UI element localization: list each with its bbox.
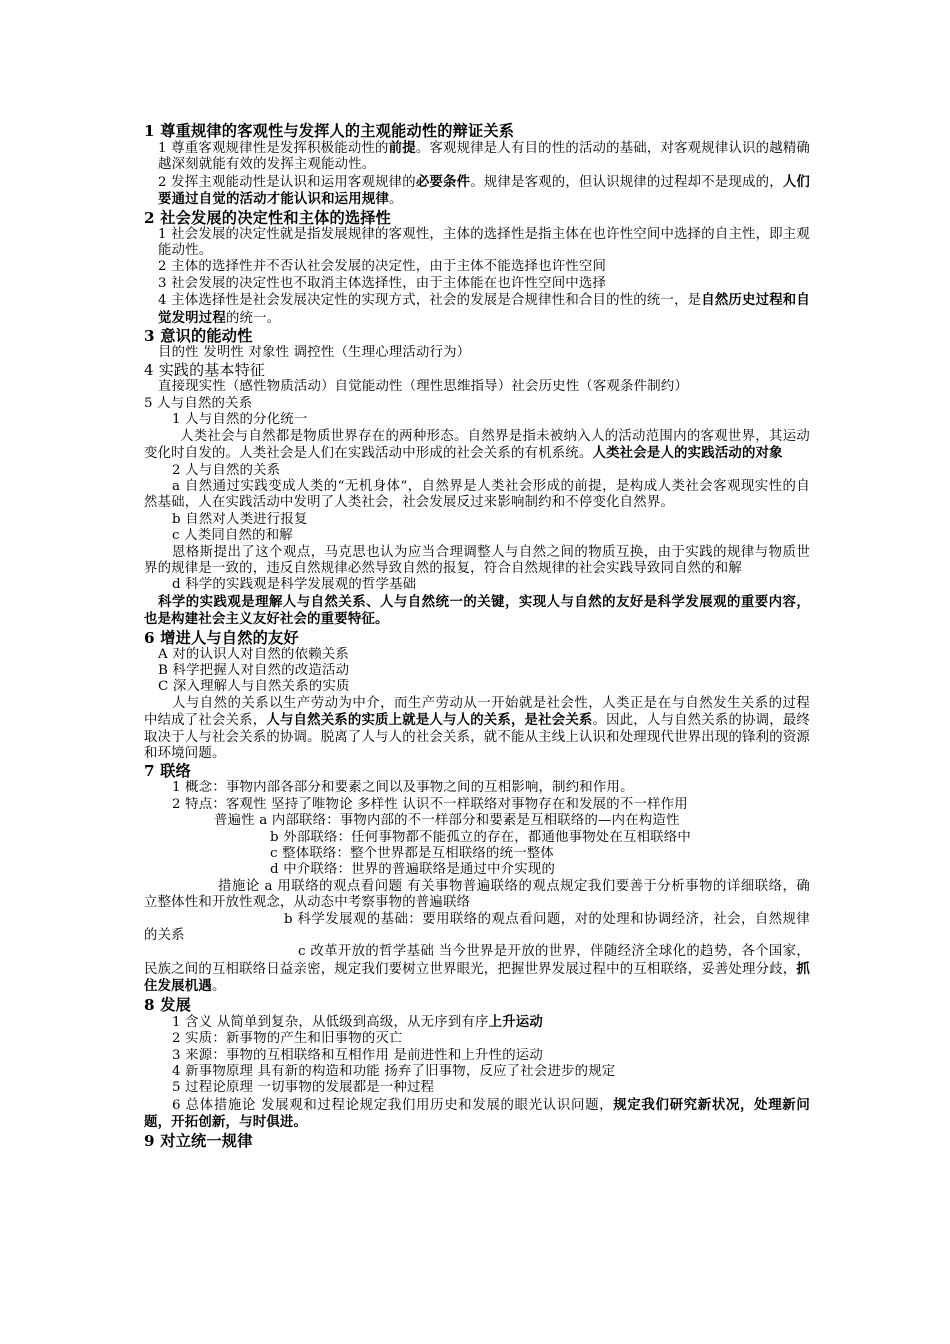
bold-text: 必要条件 <box>415 173 471 190</box>
text-line <box>144 862 810 878</box>
text-line <box>144 1064 810 1080</box>
text-run: 人类社会与自然都是物质世界存在的两种形态。自然界是指未被纳入人的活动范围内的客观世界，其运动变化时自发的。人类社会是人们在实践活动中形成的社会关系的有机系统。 <box>144 428 810 462</box>
text-run: b 自然对人类进行报复 <box>172 511 308 527</box>
text-line <box>144 379 810 395</box>
text-run: C 深入理解人与自然关系的实质 <box>158 679 350 695</box>
text-run: a 自然通过实践变成人类的“无机身体”，自然界是人类社会形成的前提，是构成人类社会客观现实性的自然基础，人在实践活动中发明了人类社会，社会发展反过来影响制约和不停变化自然界。 <box>144 478 810 511</box>
text-run: 。 <box>389 192 403 208</box>
text-line <box>144 259 810 275</box>
bold-text: 抓住发展机遇 <box>144 960 810 995</box>
text-line <box>144 846 810 862</box>
text-run: 人与自然的关系以生产劳动为中介，而生产劳动从一开始就是社会性，人类正是在与自然发生关系的过程中结成了社会关系， <box>144 695 810 729</box>
text-line <box>144 512 810 528</box>
text-run: 目的性 发明性 对象性 调控性（生理心理活动行为） <box>158 345 471 361</box>
section-heading <box>144 762 810 780</box>
section-heading <box>144 1132 810 1150</box>
bold-text: 人与自然关系的实质上就是人与人的关系，是社会关系 <box>266 712 593 729</box>
text-run: 1 概念：事物内部各部分和要素之间以及事物之间的互相影响，制约和作用。 <box>172 780 634 796</box>
section-heading <box>144 361 810 379</box>
section-heading <box>144 209 810 227</box>
bold-text: 人类社会是人的实践活动的对象 <box>592 445 783 462</box>
text-line <box>144 292 810 327</box>
text-run: 。 <box>211 979 226 995</box>
text-run: 1 尊重客观规律性是发挥积极能动性的 <box>158 141 389 156</box>
bold-text: 1 尊重规律的客观性与发挥人的主观能动性的辩证关系 <box>144 122 515 140</box>
text-line <box>144 663 810 679</box>
text-run: 3 来源：事物的互相联络和互相作用 是前进性和上升性的运动 <box>172 1047 543 1063</box>
text-line <box>144 944 810 995</box>
text-run: 。因此，人与自然关系的协调，最终取决于人与社会关系的协调。脱离了人与人的社会关系，就不能从主线上认识和处理现代世界出现的锋利的资源和环境问题。 <box>144 713 810 761</box>
text-run: 5 人与自然的关系 <box>144 395 253 411</box>
text-run: 2 主体的选择性并不否认社会发展的决定性，由于主体不能选择也许性空间 <box>158 259 607 275</box>
section-heading <box>144 122 810 140</box>
text-line <box>144 912 810 945</box>
text-line <box>144 545 810 578</box>
bold-text: 人们要通过自觉的活动才能认识和运用规律 <box>158 173 810 208</box>
section-heading <box>144 996 810 1014</box>
text-run: 5 过程论原理 一切事物的发展都是一种过程 <box>172 1080 435 1096</box>
bold-text: 前提 <box>388 140 416 156</box>
text-run: A 对的认识人对自然的依赖关系 <box>158 646 350 662</box>
bold-text: 6 增进人与自然的友好 <box>144 628 299 647</box>
text-line <box>144 1080 810 1096</box>
text-run: 措施论 a 用联络的观点看问题 有关事物普遍联络的观点规定我们要善于分析事物的详细联络，确立整体性和开放性观念，从动态中考察事物的普遍联络 <box>144 878 810 911</box>
text-line <box>144 140 810 174</box>
text-run: c 人类同自然的和解 <box>172 528 293 544</box>
text-run: 4 实践的基本特征 <box>144 361 266 380</box>
text-run: 恩格斯提出了这个观点，马克思也认为应当合理调整人与自然之间的物质互换，由于实践的规律与物质世界的规律是一致的，违反自然规律必然导致自然的报复，符合自然规律的社会实践导致同自然的和解 <box>144 544 810 576</box>
text-run: 的统一。 <box>225 310 281 326</box>
bold-text: 9 对立统一规律 <box>144 1131 253 1150</box>
bold-text: 8 发展 <box>144 995 192 1014</box>
text-run: B 科学把握人对自然的改造活动 <box>158 662 350 678</box>
text-run: 6 总体措施论 发展观和过程论规定我们用历史和发展的眼光认识问题， <box>172 1097 614 1113</box>
bold-text: 自然历史过程和自觉发明过程 <box>158 292 810 326</box>
text-line <box>144 679 810 695</box>
text-line <box>144 429 810 463</box>
bold-text: 2 社会发展的决定性和主体的选择性 <box>144 208 392 227</box>
text-run: d 科学的实践观是科学发展观的哲学基础 <box>172 577 417 593</box>
text-line <box>144 647 810 663</box>
text-line <box>144 780 810 796</box>
text-line <box>144 174 810 209</box>
document-body <box>144 122 810 1150</box>
text-line <box>144 594 810 629</box>
text-line <box>144 276 810 292</box>
text-line <box>144 396 810 412</box>
text-run: 4 新事物原理 具有新的构造和功能 扬弃了旧事物，反应了社会进步的规定 <box>172 1063 616 1079</box>
text-line <box>144 797 810 813</box>
text-line <box>144 696 810 763</box>
bold-text: 规定我们研究新状况，处理新问题，开拓创新，与时俱进。 <box>144 1096 810 1131</box>
text-line <box>144 1014 810 1031</box>
text-run: 2 实质：新事物的产生和旧事物的灭亡 <box>172 1031 403 1047</box>
text-line <box>144 412 810 428</box>
bold-text: 3 意识的能动性 <box>144 327 253 346</box>
text-run: 3 社会发展的决定性也不取消主体选择性，由于主体能在也许性空间中选择 <box>158 275 607 291</box>
section-heading <box>144 629 810 647</box>
text-run: d 中介联络：世界的普遍联络是通过中介实现的 <box>270 862 556 878</box>
text-run: 1 人与自然的分化统一 <box>172 412 308 428</box>
text-run: 普遍性 a 内部联络：事物内部的不一样部分和要素是互相联络的—内在构造性 <box>214 813 680 829</box>
text-line <box>144 577 810 593</box>
bold-text: 上升运动 <box>488 1013 543 1030</box>
text-run: c 整体联络：整个世界都是互相联络的统一整体 <box>270 846 554 862</box>
text-line <box>144 463 810 479</box>
text-run: c 改革开放的哲学基础 当今世界是开放的世界，伴随经济全球化的趋势，各个国家，民族之间的互相联络日益亲密，规定我们要树立世界眼光，把握世界发展过程中的互相联络，妥善处理分歧， <box>144 944 810 977</box>
section-heading <box>144 327 810 345</box>
text-run: 2 发挥主观能动性是认识和运用客观规律的 <box>158 174 416 190</box>
text-run: 4 主体选择性是社会发展决定性的实现方式，社会的发展是合规律性和合目的性的统一，是 <box>158 293 702 309</box>
text-run: 2 人与自然的关系 <box>172 462 281 478</box>
bold-text: 科学的实践观是理解人与自然关系、人与自然统一的关键，实现人与自然的友好是科学发展观的重要内容，也是构建社会主义友好社会的重要特征。 <box>144 593 810 628</box>
text-line <box>144 479 810 512</box>
text-line <box>144 1031 810 1047</box>
text-line <box>144 1048 810 1064</box>
text-run: 1 社会发展的决定性就是指发展规律的客观性，主体的选择性是指主体在也许性空间中选择的自主性，即主观能动性。 <box>158 226 810 259</box>
text-run: 。规律是客观的，但认识规律的过程却不是现成的， <box>470 174 783 190</box>
text-line <box>144 528 810 544</box>
text-run: b 外部联络：任何事物都不能孤立的存在，都通他事物处在互相联络中 <box>270 829 691 845</box>
text-line <box>144 830 810 846</box>
text-run: 。客观规律是人有目的性的活动的基础，对客观规律认识的越精确越深刻就能有效的发挥主观能动性。 <box>158 141 810 173</box>
text-run: 直接现实性（感性物质活动）自觉能动性（理性思维指导）社会历史性（客观条件制约） <box>158 379 689 395</box>
bold-text: 7 联络 <box>144 762 192 781</box>
text-line <box>144 227 810 260</box>
text-run: b 科学发展观的基础：要用联络的观点看问题，对的处理和协调经济，社会，自然规律的关系 <box>144 911 810 944</box>
text-run: 2 特点：客观性 坚持了唯物论 多样性 认识不一样联络对事物存在和发展的不一样作用 <box>172 796 688 812</box>
text-line <box>144 879 810 912</box>
text-run: 1 含义 从简单到复杂，从低级到高级，从无序到有序 <box>172 1014 489 1030</box>
text-line <box>144 345 810 361</box>
text-line <box>144 1097 810 1132</box>
text-line <box>144 813 810 829</box>
